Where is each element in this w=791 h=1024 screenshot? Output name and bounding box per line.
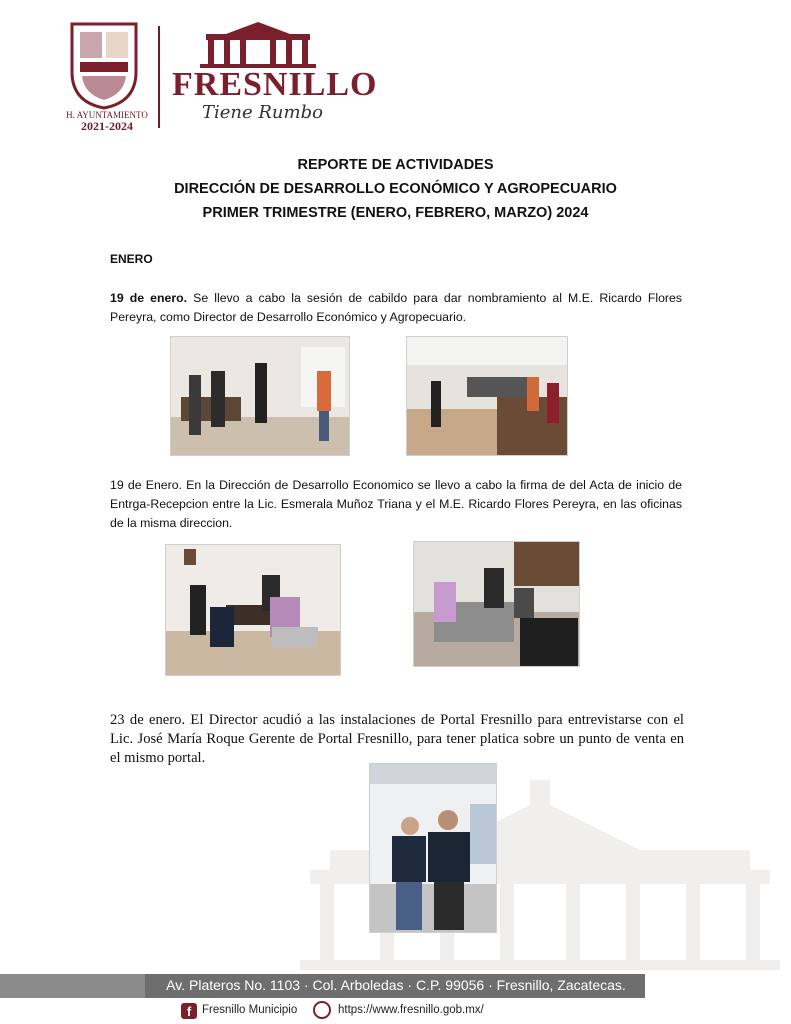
footer-band-accent (0, 974, 150, 998)
activity-text: Se llevo a cabo la sesión de cabildo para dar nombramiento al M.E. Ricardo Flores Pereyra, como Director de Desarrollo Económico y Agropecuario. (110, 291, 682, 324)
footer-facebook-link[interactable]: Fresnillo Municipio (202, 1004, 298, 1016)
municipal-seal-logo (68, 20, 140, 110)
fresnillo-wordmark: FRESNILLO (172, 66, 378, 103)
activity-paragraph-3: 23 de enero. El Director acudió a las instalaciones de Portal Fresnillo para entrevistarse con el Lic. José María Roque Gerente de Portal Fresnillo, para tener platica sobre un punto de venta en el mismo portal. (110, 712, 684, 766)
report-title: REPORTE DE ACTIVIDADES (297, 157, 494, 173)
fresnillo-building-logo (196, 22, 320, 68)
department-title: DIRECCIÓN DE DESARROLLO ECONÓMICO Y AGROPECUARIO (174, 181, 617, 197)
activity-date: 19 de enero. (110, 291, 188, 305)
cabildo-session-photo-1 (170, 336, 350, 456)
month-heading: ENERO (110, 252, 153, 266)
cabildo-session-photo-2 (406, 336, 568, 456)
monument-watermark (290, 780, 790, 970)
portal-fresnillo-meeting-photo (369, 763, 497, 933)
facebook-icon: f (181, 1003, 197, 1019)
activity-paragraph-2: 19 de Enero. En la Dirección de Desarrollo Economico se llevo a cabo la firma de del Acta de inicio de Entrga-Recepcion entre la Lic. Esmerala Muñoz Triana y el M.E. Ricardo Flores Pereyra, en las oficinas de la misma direccion. (110, 478, 682, 530)
footer-website-link[interactable]: https://www.fresnillo.gob.mx/ (338, 1004, 484, 1016)
ayuntamiento-label: H. AYUNTAMIENTO (66, 110, 148, 120)
acta-signing-photo-1 (165, 544, 341, 676)
header-divider (158, 26, 160, 128)
ayuntamiento-years: 2021-2024 (81, 119, 133, 133)
footer-address: Av. Plateros No. 1103 · Col. Arboledas · C.P. 99056 · Fresnillo, Zacatecas. (166, 977, 626, 993)
acta-signing-photo-2 (413, 541, 580, 667)
globe-icon (313, 1001, 331, 1019)
logo-slogan: Tiene Rumbo (202, 102, 323, 123)
period-title: PRIMER TRIMESTRE (ENERO, FEBRERO, MARZO) 2024 (202, 205, 589, 221)
activity-paragraph-1 (110, 289, 682, 327)
